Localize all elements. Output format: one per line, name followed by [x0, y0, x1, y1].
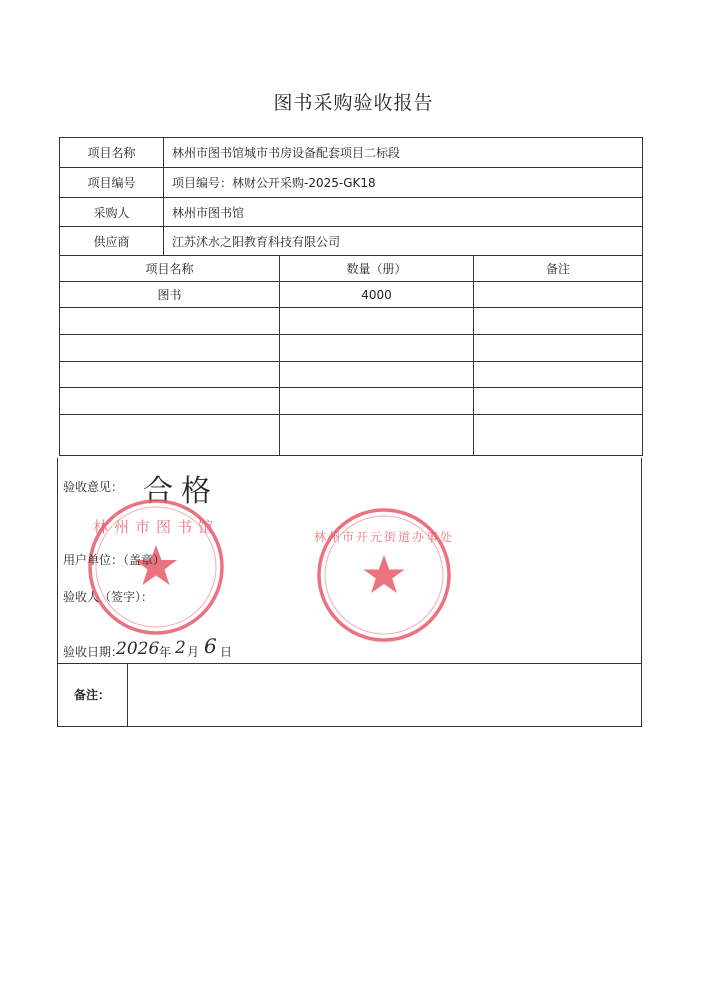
table-cell	[474, 282, 643, 308]
table-row	[60, 308, 643, 335]
table-cell	[60, 415, 280, 456]
table-cell: 4000	[280, 282, 474, 308]
table-cell	[474, 388, 643, 415]
column-header: 项目名称	[60, 256, 280, 282]
remarks-label: 备注：	[74, 688, 111, 702]
remarks-divider	[127, 664, 128, 726]
table-cell	[474, 362, 643, 388]
column-header: 数量（册）	[280, 256, 474, 282]
table-cell	[60, 308, 280, 335]
info-label: 供应商	[60, 227, 164, 256]
table-cell	[280, 308, 474, 335]
table-cell	[474, 335, 643, 362]
table-row	[60, 335, 643, 362]
seal-text-right: 林州市开元街道办事处	[314, 530, 454, 544]
info-row-project-number	[60, 168, 643, 198]
info-row-purchaser	[60, 198, 643, 227]
handwritten-day: 6	[204, 634, 217, 658]
page-title: 图书采购验收报告	[273, 92, 434, 114]
acceptance-date-label: 验收日期：	[63, 645, 124, 659]
year-char: 年	[159, 645, 172, 659]
remarks-section	[57, 663, 642, 727]
table-cell	[474, 308, 643, 335]
info-row-supplier	[60, 227, 643, 256]
handwritten-year: 2026	[116, 639, 160, 659]
handwritten-month: 2	[175, 638, 186, 658]
month-char: 月	[187, 645, 200, 659]
table-row	[60, 415, 643, 456]
info-value: 江苏沭水之阳教育科技有限公司	[164, 227, 643, 256]
table-cell	[280, 362, 474, 388]
column-header: 备注	[474, 256, 643, 282]
info-value: 项目编号：林财公开采购-2025-GK18	[164, 168, 643, 198]
table-cell	[280, 335, 474, 362]
table-cell	[280, 415, 474, 456]
day-char: 日	[220, 645, 233, 659]
table-cell: 图书	[60, 282, 280, 308]
info-value: 林州市图书馆城市书房设备配套项目二标段	[164, 138, 643, 168]
handwritten-opinion: 合格	[143, 474, 219, 509]
report-table	[59, 137, 643, 456]
table-cell	[60, 362, 280, 388]
seal-text-left: 林州市图书馆	[92, 518, 220, 536]
table-cell	[60, 388, 280, 415]
table-row	[60, 282, 643, 308]
table-cell	[280, 388, 474, 415]
opinion-label: 验收意见：	[63, 480, 124, 494]
user-unit-label: 用户单位：（盖章）	[63, 553, 166, 567]
info-label: 项目名称	[60, 138, 164, 168]
table-row	[60, 362, 643, 388]
table-row	[60, 388, 643, 415]
signer-label: 验收人（签字）：	[63, 590, 154, 604]
info-label: 采购人	[60, 198, 164, 227]
info-row-project-name	[60, 138, 643, 168]
table-cell	[60, 335, 280, 362]
items-header-row	[60, 256, 643, 282]
info-value: 林州市图书馆	[164, 198, 643, 227]
info-label: 项目编号	[60, 168, 164, 198]
table-cell	[474, 415, 643, 456]
subdistrict-office-seal	[314, 505, 454, 645]
